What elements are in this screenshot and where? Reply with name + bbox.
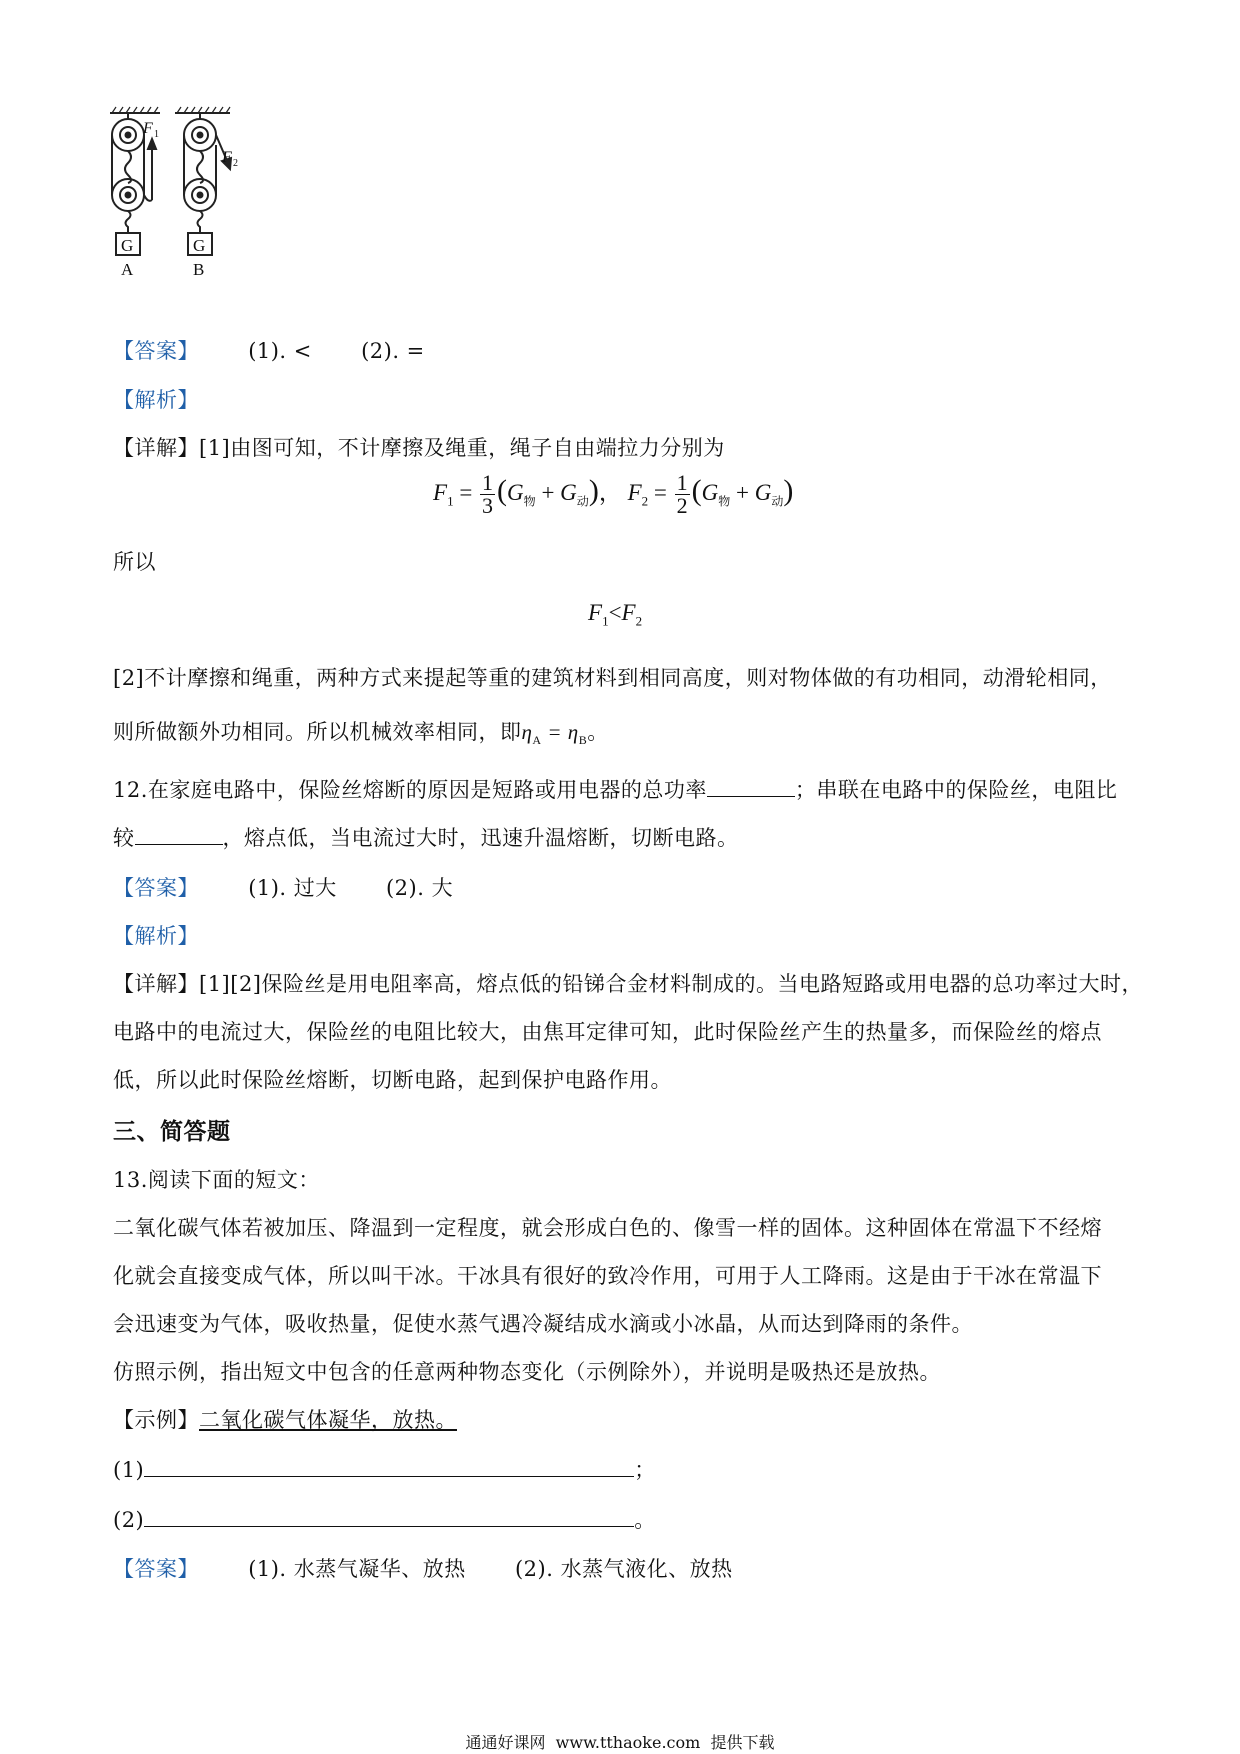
analysis-tag: 【解析】 xyxy=(113,388,199,412)
weight-a-label: G xyxy=(121,236,134,255)
force-1-sub: 1 xyxy=(154,129,159,140)
answer-1: (1). 水蒸气凝华、放热 xyxy=(248,1557,466,1581)
q13-answer-blank-1[interactable] xyxy=(144,1458,634,1477)
q11-compare: $F_1<F_2$ xyxy=(588,600,643,629)
q12-detail-line3: 低，所以此时保险丝熔断，切断电路，起到保护电路作用。 xyxy=(113,1068,672,1092)
answer-tag: 【答案】 xyxy=(113,1557,199,1581)
q13-blank-line-1: (1) ； xyxy=(113,1458,656,1482)
q12-line2: 较 ，熔点低，当电流过大时，迅速升温熔断，切断电路。 xyxy=(113,826,739,850)
weight-b-label: G xyxy=(193,236,206,255)
q13-answer-blank-2[interactable] xyxy=(144,1508,634,1527)
q11-detail-line1: 【详解】[1]由图可知，不计摩擦及绳重，绳子自由端拉力分别为 xyxy=(113,436,725,460)
q12-detail-line2: 电路中的电流过大，保险丝的电阻比较大，由焦耳定律可知，此时保险丝产生的热量多，而保险丝的熔点 xyxy=(113,1020,1102,1044)
q11-detail-line2: [2]不计摩擦和绳重，两种方式来提起等重的建筑材料到相同高度，则对物体做的有功相同，动滑轮相同， xyxy=(113,666,1112,690)
q13-intro: 13.阅读下面的短文： xyxy=(113,1168,320,1192)
answer-2: (2). = xyxy=(361,339,425,363)
q11-detail-line3: 则所做额外功相同。所以机械效率相同，即$\eta_A = \eta_B$。 xyxy=(113,720,609,748)
q12-blank-1[interactable] xyxy=(707,778,795,797)
answer-tag: 【答案】 xyxy=(113,339,199,363)
pulley-figure xyxy=(100,105,280,315)
q13-answer-line xyxy=(113,1553,733,1583)
pulley-a-label: A xyxy=(121,260,134,279)
q13-para-line2: 化就会直接变成气体，所以叫干冰。干冰具有很好的致冷作用，可用于人工降雨。这是由于干冰在常温下 xyxy=(113,1264,1102,1288)
q11-so: 所以 xyxy=(113,550,156,574)
pulley-b-label: B xyxy=(193,260,205,279)
q11-answer-line xyxy=(113,335,425,365)
q12-blank-2[interactable] xyxy=(135,826,223,845)
answer-1: (1). < xyxy=(248,339,312,363)
answer-2: (2). 大 xyxy=(385,876,454,900)
footer-text: 通通好课网 www.tthaoke.com 提供下载 xyxy=(465,1733,775,1752)
answer-1: (1). 过大 xyxy=(248,876,337,900)
q13-instruction: 仿照示例，指出短文中包含的任意两种物态变化（示例除外），并说明是吸热还是放热。 xyxy=(113,1360,941,1384)
q11-formula: $F_1$ = $\frac{1}{3}$ $(G_物 + G_动)$， $F_2$ = $\frac{1}{2}$ $(G_物 + G_动)$ xyxy=(433,470,794,518)
answer-tag: 【答案】 xyxy=(113,876,199,900)
q13-example: 【示例】二氧化碳气体凝华，放热。 xyxy=(113,1408,457,1432)
q13-para-line1: 二氧化碳气体若被加压、降温到一定程度，就会形成白色的、像雪一样的固体。这种固体在常温下不经熔 xyxy=(113,1216,1102,1240)
q13-para-line3: 会迅速变为气体，吸收热量，促使水蒸气遇冷凝结成水滴或小冰晶，从而达到降雨的条件。 xyxy=(113,1312,973,1336)
section-title: 三、简答题 xyxy=(113,1118,231,1145)
force-2-label: F xyxy=(222,149,232,166)
force-1-label: F xyxy=(143,120,153,137)
q12-answer-line xyxy=(113,872,453,902)
analysis-tag: 【解析】 xyxy=(113,924,199,948)
q13-blank-line-2: (2) 。 xyxy=(113,1508,656,1532)
force-2-sub: 2 xyxy=(233,158,238,169)
q12-line1: 12.在家庭电路中，保险丝熔断的原因是短路或用电器的总功率 ；串联在电路中的保险丝，电阻比 xyxy=(113,778,1118,802)
answer-2: (2). 水蒸气液化、放热 xyxy=(514,1557,733,1581)
q12-detail-line1: 【详解】[1][2]保险丝是用电阻率高，熔点低的铅锑合金材料制成的。当电路短路或用电器的总功率过大时， xyxy=(113,972,1143,996)
